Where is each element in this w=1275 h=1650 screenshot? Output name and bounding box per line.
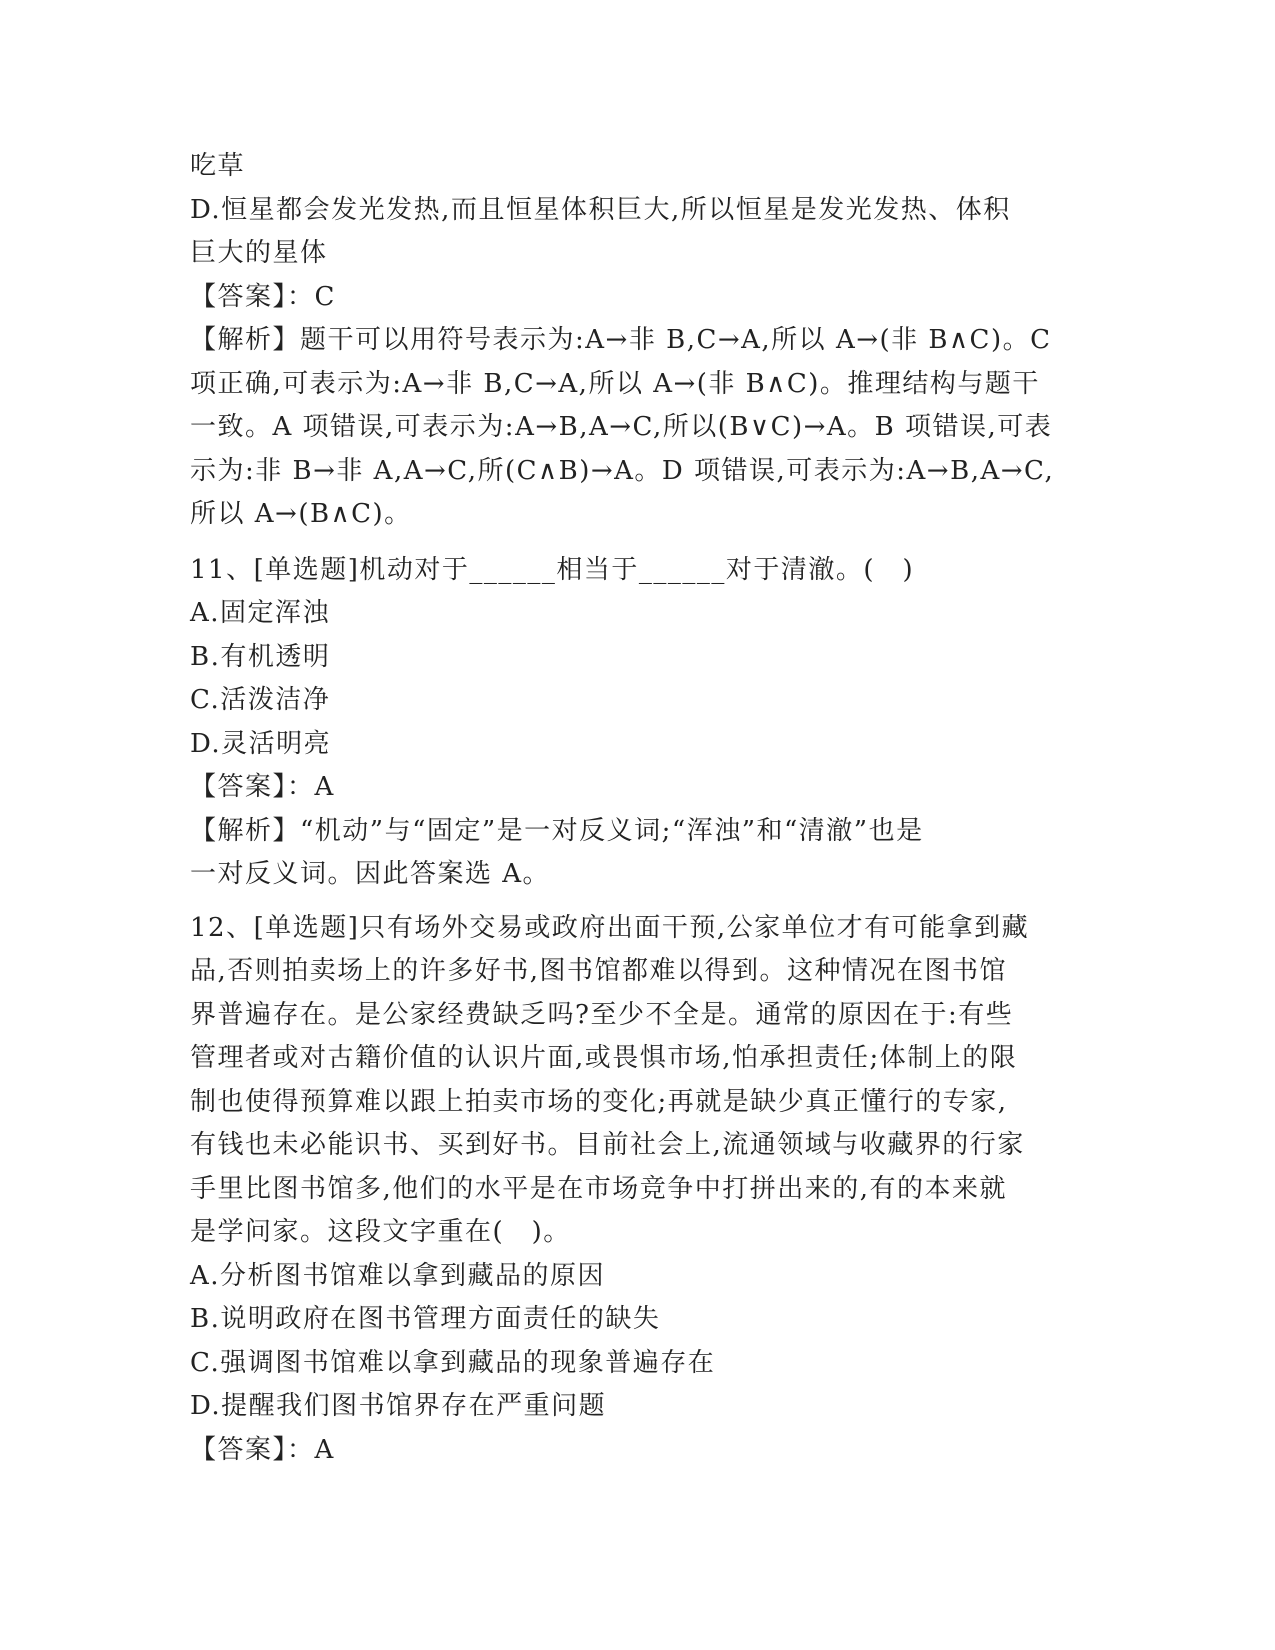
- q11-option-c: C.活泼洁净: [190, 685, 331, 715]
- q10-analysis-line: 一致。A 项错误,可表示为:A→B,A→C,所以(B∨C)→A。B 项错误,可表: [190, 412, 1053, 442]
- q11-option-d: D.灵活明亮: [190, 728, 332, 759]
- q11-option-a: A.固定浑浊: [190, 598, 331, 628]
- q10-continuation: 吃草: [190, 151, 246, 181]
- q10-analysis-line: 【解析】题干可以用符号表示为:A→非 B,C→A,所以 A→(非 B∧C)。C: [190, 325, 1052, 355]
- q11-answer: 【答案】：A: [190, 772, 335, 802]
- q12-stem-line: 管理者或对古籍价值的认识片面,或畏惧市场,怕承担责任;体制上的限: [190, 1043, 1018, 1073]
- q11-analysis-line: 【解析】“机动”与“固定”是一对反义词;“浑浊”和“清澈”也是: [190, 815, 924, 846]
- q11-option-b: B.有机透明: [190, 641, 331, 672]
- q12-stem-line: 12、[单选题]只有场外交易或政府出面干预,公家单位才有可能拿到藏: [190, 912, 1030, 943]
- q12-option-c: C.强调图书馆难以拿到藏品的现象普遍存在: [190, 1347, 716, 1378]
- q10-option-d-line-1: D.恒星都会发光发热,而且恒星体积巨大,所以恒星是发光发热、体积: [190, 194, 1011, 225]
- q10-analysis-line: 示为:非 B→非 A,A→C,所(C∧B)→A。D 项错误,可表示为:A→B,A→C,: [190, 455, 1055, 486]
- document-page: [190, 145, 1080, 1472]
- q12-option-b: B.说明政府在图书管理方面责任的缺失: [190, 1304, 661, 1334]
- q10-analysis-line: 所以 A→(B∧C)。: [190, 499, 412, 529]
- q12-stem-line: 有钱也未必能识书、买到好书。目前社会上,流通领域与收藏界的行家: [190, 1130, 1025, 1160]
- q12-answer: 【答案】：A: [190, 1434, 335, 1465]
- q12-stem-line: 制也使得预算难以跟上拍卖市场的变化;再就是缺少真正懂行的专家,: [190, 1086, 1008, 1117]
- q12-stem-line: 是学问家。这段文字重在( )。: [190, 1217, 571, 1247]
- q12-stem-line: 界普遍存在。是公家经费缺乏吗?至少不全是。通常的原因在于:有些: [190, 999, 1014, 1030]
- q10-analysis-line: 项正确,可表示为:A→非 B,C→A,所以 A→(非 B∧C)。推理结构与题干: [190, 368, 1040, 399]
- q12-option-d: D.提醒我们图书馆界存在严重问题: [190, 1391, 607, 1421]
- q10-option-d-line-2: 巨大的星体: [190, 238, 328, 268]
- q10-answer: 【答案】：C: [190, 281, 336, 312]
- q12-option-a: A.分析图书馆难以拿到藏品的原因: [190, 1260, 606, 1291]
- q11-stem: 11、[单选题]机动对于______相当于______对于清澈。( ): [190, 554, 915, 585]
- q12-stem-line: 品,否则拍卖场上的许多好书,图书馆都难以得到。这种情况在图书馆: [190, 956, 1008, 986]
- q12-stem-line: 手里比图书馆多,他们的水平是在市场竞争中打拼出来的,有的本来就: [190, 1173, 1008, 1204]
- q11-analysis-line: 一对反义词。因此答案选 A。: [190, 859, 551, 889]
